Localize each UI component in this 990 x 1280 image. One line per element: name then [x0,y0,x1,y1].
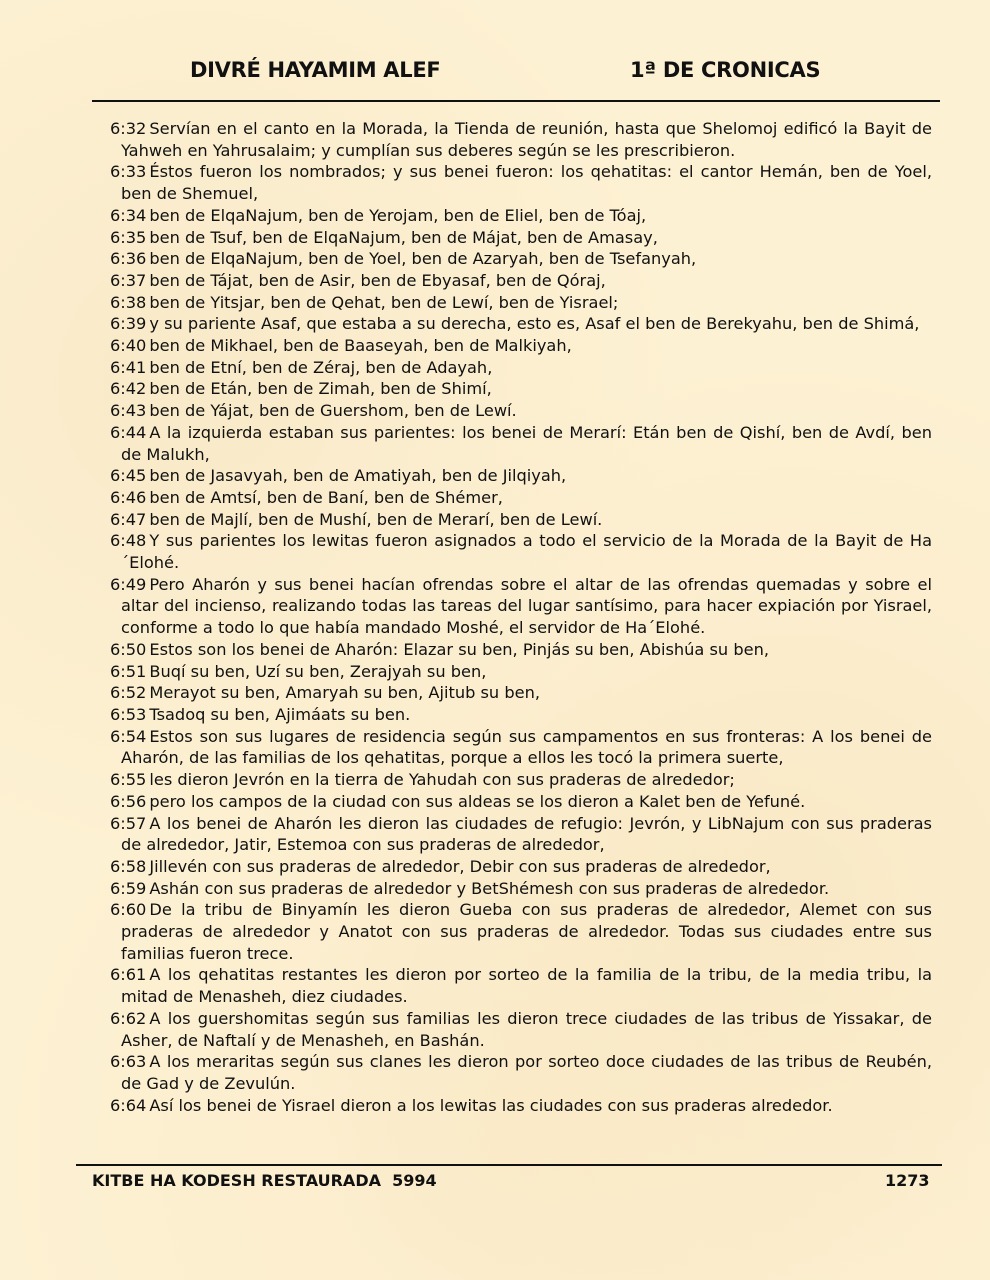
verse-ref: 6:47 [110,509,147,529]
verse [110,357,932,379]
verse-text: y su pariente Asaf, que estaba a su derecha, esto es, Asaf el ben de Berekyahu, ben de Shimá, [149,314,920,334]
footer-rule [76,1164,942,1166]
verse-text: Estos son sus lugares de residencia según sus campamentos en sus fronteras: A los benei de Aharón, de las familias de los qehatitas, porque a ellos les tocó la primera suerte, [121,726,932,768]
verse-ref: 6:58 [110,856,147,876]
verse-ref: 6:48 [110,531,147,551]
verse-ref: 6:49 [110,574,147,594]
verse-ref: 6:55 [110,770,147,790]
verse [110,639,932,661]
verse [110,964,932,1007]
verse-ref: 6:50 [110,639,147,659]
verse [110,1008,932,1051]
verse-text: pero los campos de la ciudad con sus aldeas se los dieron a Kalet ben de Yefuné. [149,791,806,811]
verse [110,118,932,161]
verse [110,661,932,683]
verse [110,704,932,726]
verse-text: Éstos fueron los nombrados; y sus benei fueron: los qehatitas: el cantor Hemán, ben de Yoel, ben de Shemuel, [121,162,932,204]
verse-text: A la izquierda estaban sus parientes: los benei de Merarí: Etán ben de Qishí, ben de Avdí, ben de Malukh, [121,422,932,464]
verse [110,726,932,769]
verse-text: ben de Mikhael, ben de Baaseyah, ben de Malkiyah, [149,336,572,356]
verse-ref: 6:41 [110,357,147,377]
verse [110,899,932,964]
verse [110,465,932,487]
verse-text: Servían en el canto en la Morada, la Tienda de reunión, hasta que Shelomoj edificó la Bayit de Yahweh en Yahrusalaim; y cumplían sus deberes según se les prescribieron. [121,119,932,160]
verse-text: ben de ElqaNajum, ben de Yoel, ben de Azaryah, ben de Tsefanyah, [149,249,697,269]
book-title-spanish: 1ª DE CRONICAS [630,58,821,82]
verse-ref: 6:64 [110,1095,147,1115]
verse-ref: 6:56 [110,791,147,811]
verse-text: ben de Yájat, ben de Guershom, ben de Lewí. [149,401,517,421]
verse-text: Así los benei de Yisrael dieron a los lewitas las ciudades con sus praderas alrededor. [149,1095,833,1115]
verse-ref: 6:43 [110,401,147,421]
verse-ref: 6:35 [110,227,147,247]
verse-text: ben de ElqaNajum, ben de Yerojam, ben de Eliel, ben de Tóaj, [149,205,647,225]
verse [110,227,932,249]
verse-ref: 6:46 [110,487,147,507]
page-header [0,58,990,92]
verse-text: A los qehatitas restantes les dieron por sorteo de la familia de la tribu, de la media tribu, la mitad de Menasheh, diez ciudades. [121,965,932,1007]
verse [110,530,932,573]
verse-text: ben de Tájat, ben de Asir, ben de Ebyasaf, ben de Qóraj, [149,270,606,290]
verse-ref: 6:32 [110,119,147,138]
verse-ref: 6:63 [110,1052,147,1072]
verse-ref: 6:42 [110,379,147,399]
verse-text: Buqí su ben, Uzí su ben, Zerajyah su ben, [149,661,487,681]
verse [110,813,932,856]
verse-ref: 6:36 [110,249,147,269]
verse-text: A los meraritas según sus clanes les dieron por sorteo doce ciudades de las tribus de Reubén, de Gad y de Zevulún. [121,1052,932,1093]
verse-list [110,118,932,1116]
verse [110,878,932,900]
verse [110,769,932,791]
verse-ref: 6:62 [110,1008,147,1028]
verse-text: A los guershomitas según sus familias les dieron trece ciudades de las tribus de Yissakar, de Asher, de Naftalí y de Menasheh, en Bashán. [121,1008,932,1050]
verse [110,161,932,204]
verse-ref: 6:60 [110,900,147,920]
verse [110,270,932,292]
verse [110,856,932,878]
verse-text: ben de Majlí, ben de Mushí, ben de Merarí, ben de Lewí. [149,509,603,529]
footer-title: KITBE HA KODESH RESTAURADA 5994 [92,1171,437,1190]
page-number: 1273 [885,1171,930,1190]
verse [110,313,932,335]
verse-ref: 6:40 [110,336,147,356]
verse-ref: 6:34 [110,205,147,225]
book-title-hebrew: DIVRÉ HAYAMIM ALEF [190,58,441,82]
verse [110,1095,932,1117]
verse-ref: 6:45 [110,466,147,486]
verse [110,400,932,422]
verse-text: ben de Yitsjar, ben de Qehat, ben de Lewí, ben de Yisrael; [149,292,619,312]
verse-ref: 6:57 [110,813,147,833]
verse-ref: 6:52 [110,683,147,703]
verse-ref: 6:38 [110,292,147,312]
verse [110,248,932,270]
verse-text: Ashán con sus praderas de alrededor y BetShémesh con sus praderas de alrededor. [149,878,830,898]
header-rule [92,100,940,102]
verse [110,205,932,227]
verse-ref: 6:44 [110,422,147,442]
verse-ref: 6:33 [110,162,147,182]
verse [110,335,932,357]
verse-ref: 6:59 [110,878,147,898]
verse-text: ben de Jasavyah, ben de Amatiyah, ben de Jilqiyah, [149,466,567,486]
verse-ref: 6:53 [110,704,147,724]
verse-text: ben de Etní, ben de Zéraj, ben de Adayah, [149,357,493,377]
verse [110,574,932,639]
verse [110,509,932,531]
verse [110,1051,932,1094]
verse-text: De la tribu de Binyamín les dieron Gueba con sus praderas de alrededor, Alemet con sus praderas de alrededor y Anatot con sus praderas de alrededor. Todas sus ciudades entre sus familias fueron trece. [121,900,932,963]
verse [110,791,932,813]
verse-text: les dieron Jevrón en la tierra de Yahudah con sus praderas de alrededor; [149,770,735,790]
verse [110,487,932,509]
verse [110,378,932,400]
verse-text: Merayot su ben, Amaryah su ben, Ajitub su ben, [149,683,540,703]
verse-text: ben de Etán, ben de Zimah, ben de Shimí, [149,379,492,399]
verse-text: Jillevén con sus praderas de alrededor, Debir con sus praderas de alrededor, [149,856,771,876]
verse-text: Tsadoq su ben, Ajimáats su ben. [149,704,411,724]
verse [110,422,932,465]
verse-ref: 6:61 [110,965,147,985]
verse-ref: 6:51 [110,661,147,681]
verse-text: Y sus parientes los lewitas fueron asignados a todo el servicio de la Morada de la Bayit de Ha´Elohé. [121,531,932,573]
verse-ref: 6:54 [110,726,147,746]
verse-text: Pero Aharón y sus benei hacían ofrendas sobre el altar de las ofrendas quemadas y sobre el altar del incienso, realizando todas las tareas del lugar santísimo, para hacer expiación por Yisrael, conforme a todo lo que había mandado Moshé, el servidor de Ha´Elohé. [121,574,932,638]
verse [110,292,932,314]
verse-text: ben de Tsuf, ben de ElqaNajum, ben de Májat, ben de Amasay, [149,227,658,247]
verse-ref: 6:37 [110,270,147,290]
verse-text: ben de Amtsí, ben de Baní, ben de Shémer, [149,487,503,507]
verse [110,682,932,704]
verse-text: Estos son los benei de Aharón: Elazar su ben, Pinjás su ben, Abishúa su ben, [149,639,769,659]
verse-ref: 6:39 [110,314,147,334]
verse-text: A los benei de Aharón les dieron las ciudades de refugio: Jevrón, y LibNajum con sus praderas de alrededor, Jatir, Estemoa con sus praderas de alrededor, [121,813,932,855]
